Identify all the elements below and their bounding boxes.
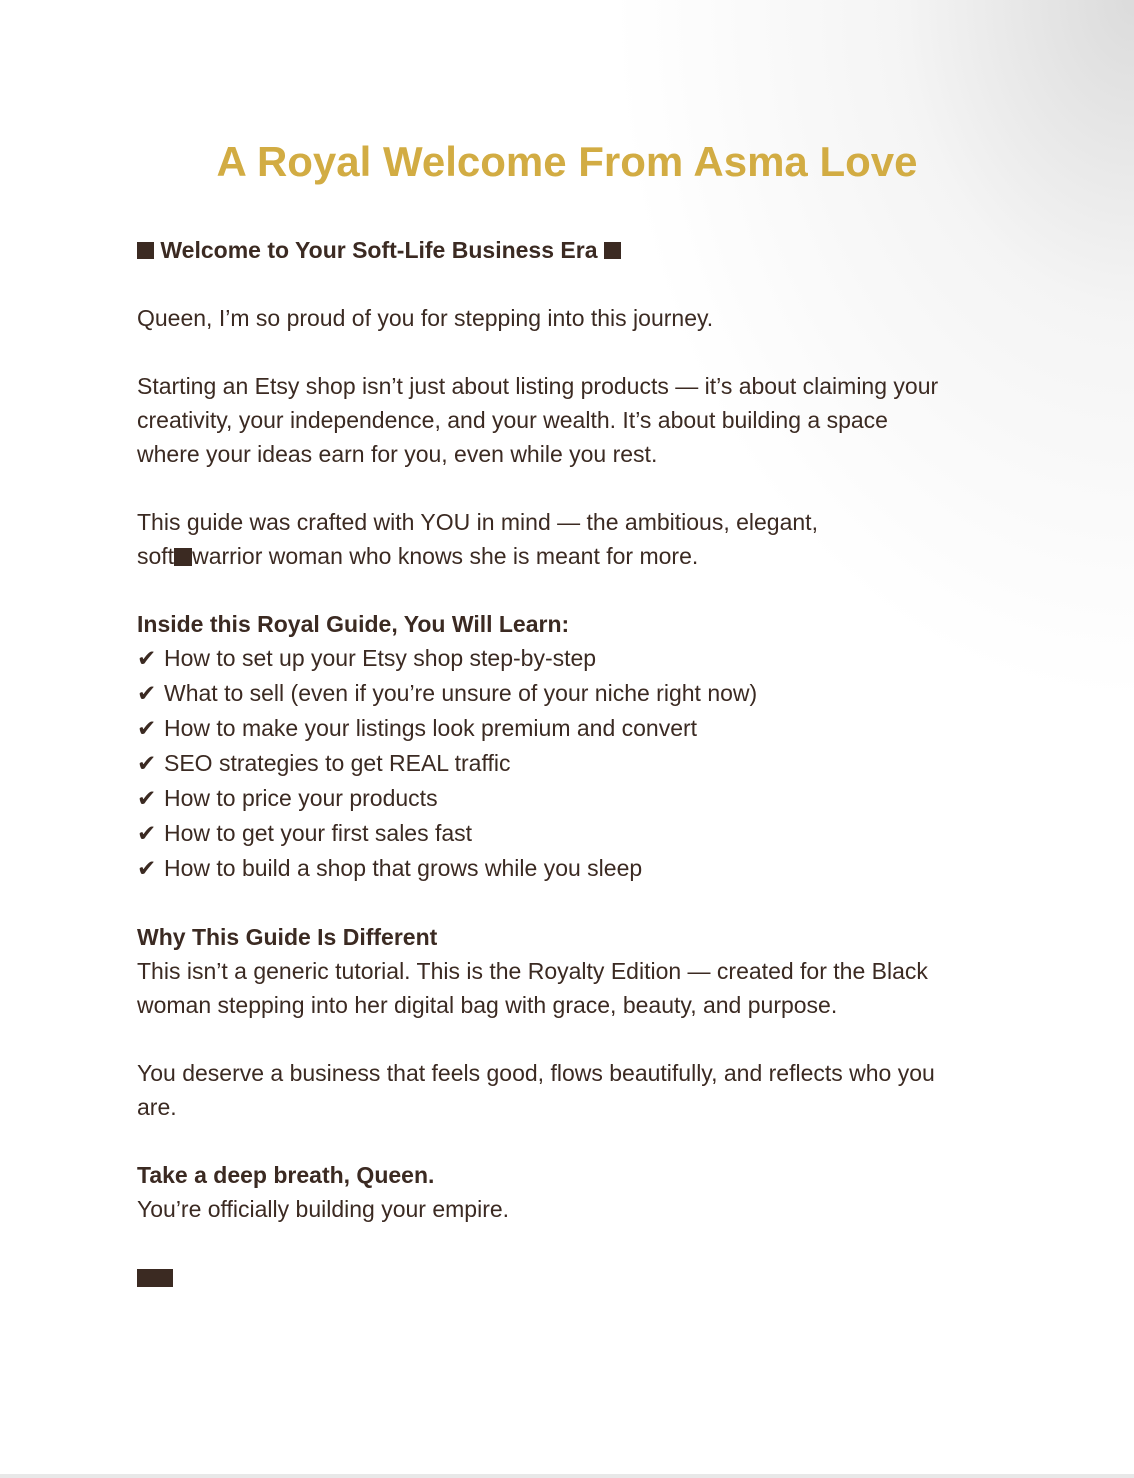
spacer: [137, 1226, 1017, 1260]
paragraph-line: This guide was crafted with YOU in mind — the ambitious, elegant,: [137, 509, 818, 535]
learn-list-item: [137, 816, 1017, 851]
learn-item-text: How to build a shop that grows while you sleep: [164, 855, 643, 881]
paragraph-line: This isn’t a generic tutorial. This is the Royalty Edition — created for the Black: [137, 958, 928, 984]
spacer: [137, 267, 1017, 301]
square-glyph-icon: [155, 1269, 173, 1287]
soft-word: soft: [137, 543, 175, 569]
learn-item-text: How to set up your Etsy shop step-by-step: [164, 645, 597, 671]
spacer: [137, 886, 1017, 920]
paragraph-line: You deserve a business that feels good, flows beautifully, and reflects who you: [137, 1060, 935, 1086]
checkmark-icon: ✔: [137, 681, 157, 707]
square-glyph-icon: [137, 1269, 155, 1287]
learn-list-item: [137, 781, 1017, 816]
learn-item-text: How to price your products: [164, 785, 438, 811]
spacer: [137, 1124, 1017, 1158]
breath-heading: Take a deep breath, Queen.: [137, 1162, 435, 1188]
closing-squares: [137, 1260, 1017, 1294]
paragraph-line: are.: [137, 1094, 177, 1120]
learn-item-text: What to sell (even if you’re unsure of your niche right now): [164, 680, 758, 706]
checkmark-icon: ✔: [137, 646, 157, 672]
spacer: [137, 335, 1017, 369]
learn-list-item: [137, 676, 1017, 711]
different-heading: Why This Guide Is Different: [137, 924, 438, 950]
welcome-heading-text: Welcome to Your Soft-Life Business Era: [160, 237, 598, 263]
paragraph-etsy: [137, 369, 1017, 471]
paragraph-line: woman stepping into her digital bag with grace, beauty, and purpose.: [137, 992, 838, 1018]
paragraph-intro: Queen, I’m so proud of you for stepping into this journey.: [137, 305, 714, 331]
learn-item-text: SEO strategies to get REAL traffic: [164, 750, 511, 776]
spacer: [137, 573, 1017, 607]
learn-list: [137, 641, 1017, 886]
page-bottom-edge: [0, 1474, 1134, 1478]
paragraph-line: where your ideas earn for you, even while you rest.: [137, 441, 658, 467]
closing-line: You’re officially building your empire.: [137, 1196, 510, 1222]
welcome-heading: [137, 233, 1017, 267]
paragraph-line: creativity, your independence, and your wealth. It’s about building a space: [137, 407, 888, 433]
checkmark-icon: ✔: [137, 856, 157, 882]
paragraph-deserve: [137, 1056, 1017, 1124]
checkmark-icon: ✔: [137, 786, 157, 812]
learn-list-item: [137, 641, 1017, 676]
paragraph-line-rest: warrior woman who knows she is meant for more.: [192, 543, 699, 569]
square-bullet-icon: [604, 242, 621, 259]
spacer: [137, 471, 1017, 505]
checkmark-icon: ✔: [137, 751, 157, 777]
learn-item-text: How to make your listings look premium and convert: [164, 715, 698, 741]
paragraph-line: [137, 539, 1017, 573]
paragraph-crafted: [137, 505, 1017, 573]
learn-list-item: [137, 746, 1017, 781]
learn-list-item: [137, 711, 1017, 746]
checkmark-icon: ✔: [137, 821, 157, 847]
square-bullet-icon: [137, 242, 154, 259]
learn-heading: Inside this Royal Guide, You Will Learn:: [137, 611, 570, 637]
paragraph-different: [137, 954, 1017, 1022]
document-title: A Royal Welcome From Asma Love: [216, 138, 918, 185]
checkmark-icon: ✔: [137, 716, 157, 742]
square-glyph-icon: [174, 548, 192, 566]
document-body: [137, 233, 1017, 1294]
paragraph-line: Starting an Etsy shop isn’t just about listing products — it’s about claiming your: [137, 373, 939, 399]
spacer: [137, 1022, 1017, 1056]
learn-list-item: [137, 851, 1017, 886]
learn-item-text: How to get your first sales fast: [164, 820, 473, 846]
